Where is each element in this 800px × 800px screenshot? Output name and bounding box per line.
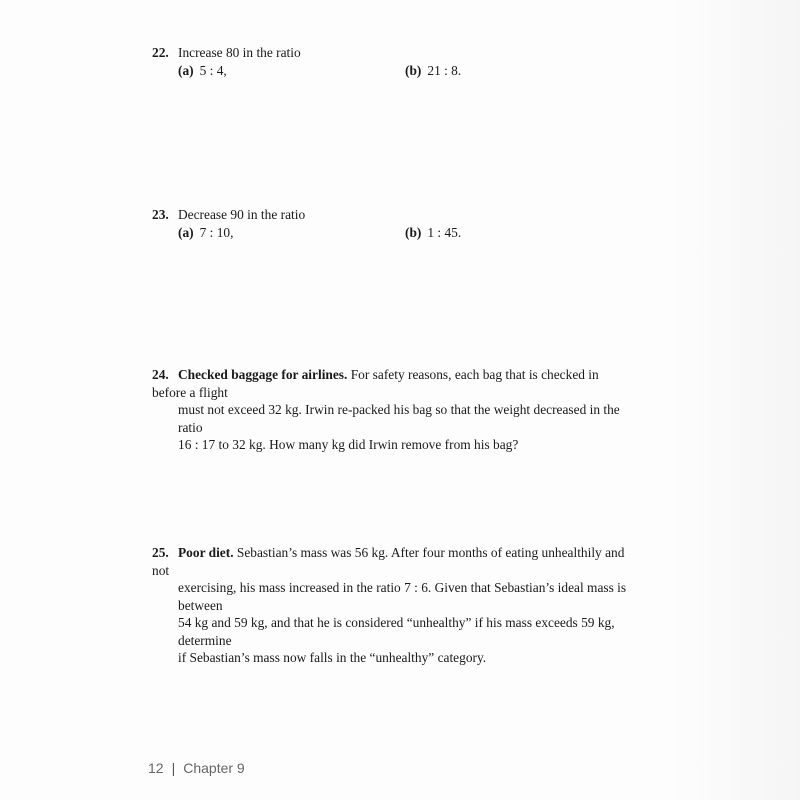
question-24-line-2: must not exceed 32 kg. Irwin re-packed his bag so that the weight decreased in the ratio <box>178 402 620 435</box>
question-24 <box>152 366 636 454</box>
question-25-line-3: 54 kg and 59 kg, and that he is considered “unhealthy” if his mass exceeds 59 kg, determine <box>178 615 615 648</box>
part-value: 7 : 10, <box>199 224 234 240</box>
part-label: (a) <box>178 224 194 240</box>
question-25 <box>152 544 636 667</box>
page-number: 12 <box>148 760 164 776</box>
question-title: Checked baggage for airlines. <box>178 367 348 382</box>
question-number: 22. <box>152 45 169 60</box>
part-value: 1 : 45. <box>427 224 462 240</box>
question-23 <box>152 206 636 242</box>
part-label: (b) <box>405 224 422 240</box>
question-25-line-2: exercising, his mass increased in the ratio 7 : 6. Given that Sebastian’s ideal mass is between <box>178 580 627 613</box>
footer-separator: | <box>171 760 176 776</box>
question-24-line-1 <box>152 366 636 401</box>
question-text: Increase 80 in the ratio <box>178 45 301 60</box>
chapter-label: Chapter 9 <box>183 760 245 776</box>
question-number: 24. <box>152 367 169 382</box>
part-value: 21 : 8. <box>427 62 462 78</box>
question-text: Decrease 90 in the ratio <box>178 207 306 222</box>
page-footer <box>148 760 245 776</box>
part-label: (a) <box>178 62 194 78</box>
part-label: (b) <box>405 62 422 78</box>
question-25-line-4: if Sebastian’s mass now falls in the “unhealthy” category. <box>178 650 487 665</box>
page-shadow <box>670 0 800 800</box>
part-value: 5 : 4, <box>199 62 227 78</box>
part-b <box>405 224 461 242</box>
part-a <box>178 224 233 242</box>
question-22-stem <box>152 44 636 62</box>
question-23-parts <box>152 224 636 242</box>
question-22 <box>152 44 636 80</box>
part-b <box>405 62 461 80</box>
question-25-line-1 <box>152 544 636 579</box>
question-24-line-3: 16 : 17 to 32 kg. How many kg did Irwin remove from his bag? <box>178 437 519 452</box>
part-a <box>178 62 227 80</box>
question-line: Sebastian’s mass was 56 kg. After four months of eating unhealthily and not <box>152 545 625 578</box>
question-22-parts <box>152 62 636 80</box>
question-23-stem <box>152 206 636 224</box>
question-title: Poor diet. <box>178 545 234 560</box>
question-number: 23. <box>152 207 169 222</box>
question-number: 25. <box>152 545 169 560</box>
question-line: For safety reasons, each bag that is checked in before a flight <box>152 367 599 400</box>
